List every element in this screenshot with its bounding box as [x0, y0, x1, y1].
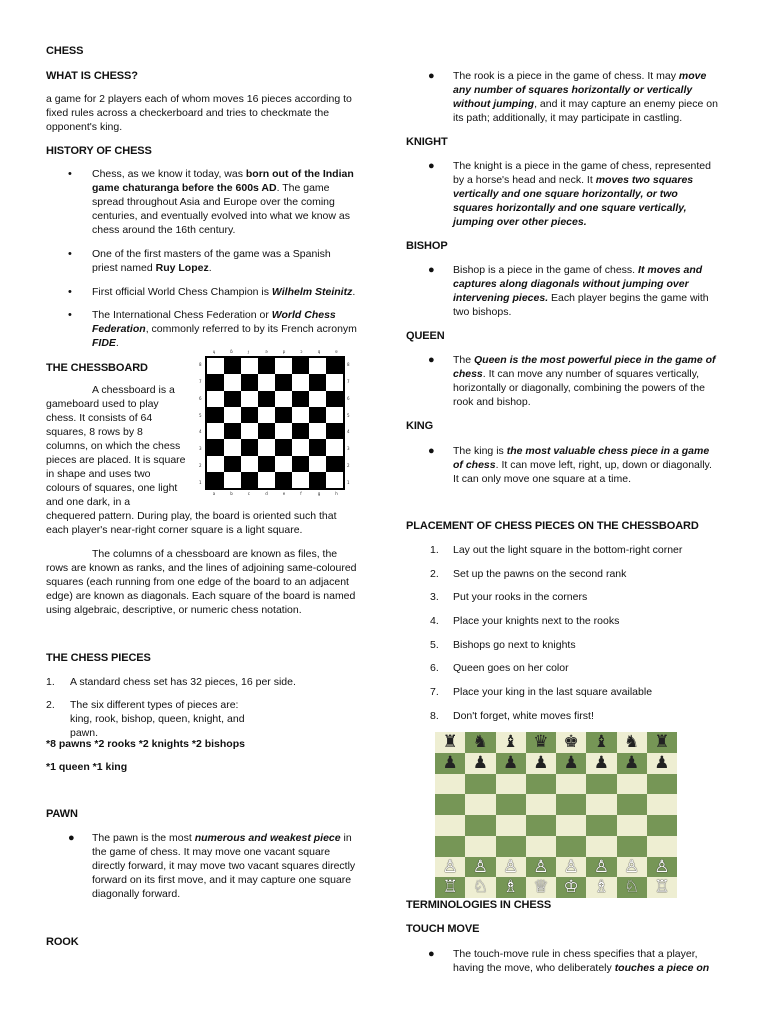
placement-item-6: Queen goes on her color	[453, 662, 569, 674]
board-square	[647, 877, 677, 898]
file-label: c	[247, 491, 250, 496]
board-square	[309, 374, 326, 390]
white-piece-icon: ♖	[442, 877, 458, 898]
file-label-top: ɥ	[212, 349, 216, 354]
board-square	[258, 391, 275, 407]
chessboard-heading: THE CHESSBOARD	[46, 362, 148, 374]
board-square	[292, 439, 309, 455]
white-pawn-icon: ♙	[563, 856, 579, 877]
file-label: d	[265, 491, 268, 496]
board-square	[326, 472, 343, 488]
file-label-top: ɟ	[247, 349, 249, 354]
board-square	[496, 836, 526, 857]
white-piece-icon: ♘	[624, 877, 640, 898]
bullet: •	[68, 309, 72, 321]
board-square	[258, 423, 275, 439]
board-square	[309, 472, 326, 488]
board-square	[647, 753, 677, 774]
bullet: ●	[428, 354, 435, 366]
document-title: CHESS	[46, 45, 84, 57]
board-square	[292, 358, 309, 374]
file-label: b	[230, 491, 233, 496]
rank-label: 8	[199, 362, 202, 368]
board-square	[556, 753, 586, 774]
rank-label: 2	[199, 462, 202, 468]
bullet: ●	[68, 832, 75, 844]
board-square	[617, 836, 647, 857]
list-number: 5.	[430, 639, 439, 651]
board-square	[326, 358, 343, 374]
white-piece-icon: ♘	[472, 877, 488, 898]
chessboard-grid	[205, 356, 345, 490]
board-square	[526, 877, 556, 898]
board-square	[258, 374, 275, 390]
rank-label-right: 4	[347, 429, 350, 435]
file-label: f	[300, 491, 302, 496]
placement-heading: PLACEMENT OF CHESS PIECES ON THE CHESSBOARD	[406, 520, 699, 532]
board-square	[647, 857, 677, 878]
board-square	[326, 391, 343, 407]
board-square	[275, 407, 292, 423]
board-square	[224, 358, 241, 374]
board-square	[435, 732, 465, 753]
board-square	[496, 877, 526, 898]
board-square	[275, 358, 292, 374]
board-square	[617, 753, 647, 774]
pawn-heading: PAWN	[46, 808, 78, 820]
board-square	[465, 732, 495, 753]
bullet: ●	[428, 160, 435, 172]
board-square	[617, 732, 647, 753]
white-pawn-icon: ♙	[533, 856, 549, 877]
white-pawn-icon: ♙	[624, 856, 640, 877]
list-number: 7.	[430, 686, 439, 698]
piece-counts-line-2: *1 queen *1 king	[46, 761, 128, 773]
board-square	[207, 358, 224, 374]
board-square	[309, 407, 326, 423]
pieces-item-2: The six different types of pieces are: king, rook, bishop, queen, knight, and pawn.	[70, 699, 245, 739]
board-square	[496, 753, 526, 774]
board-square	[258, 439, 275, 455]
board-square	[275, 472, 292, 488]
pieces-item-1: A standard chess set has 32 pieces, 16 per side.	[70, 676, 296, 688]
black-piece-icon: ♜	[442, 732, 458, 752]
file-label-top: ɓ	[230, 349, 233, 354]
board-square	[435, 815, 465, 836]
history-item-3: First official World Chess Champion is Wilhelm Steinitz.	[92, 286, 356, 298]
white-pawn-icon: ♙	[503, 856, 519, 877]
black-pawn-icon: ♟	[533, 752, 549, 773]
board-square	[326, 374, 343, 390]
rook-text: The rook is a piece in the game of chess. It may move any number of squares horizontally or vertically without jumping, and it may capture an enemy piece on its path; additionally, it may participate in castling.	[453, 70, 718, 124]
black-pawn-icon: ♟	[563, 752, 579, 773]
board-square	[465, 794, 495, 815]
board-square	[465, 753, 495, 774]
white-pawn-icon: ♙	[593, 856, 609, 877]
starting-position-board	[435, 732, 677, 898]
black-pawn-icon: ♟	[624, 752, 640, 773]
board-square	[586, 774, 616, 795]
piece-counts-line-1: *8 pawns *2 rooks *2 knights *2 bishops	[46, 738, 245, 750]
black-piece-icon: ♛	[533, 732, 549, 752]
pawn-text: The pawn is the most numerous and weakest piece in the game of chess. It may move one vacant square directly forward, it may move two vacant squares directly forward on its first move, and it may capture one square diagonally forward.	[92, 832, 356, 900]
touch-move-text: The touch-move rule in chess specifies that a player, having the move, who deliberately touches a piece on	[453, 948, 710, 974]
board-square	[292, 391, 309, 407]
board-square	[224, 472, 241, 488]
board-square	[586, 753, 616, 774]
board-square	[586, 732, 616, 753]
board-square	[309, 358, 326, 374]
white-piece-icon: ♔	[563, 877, 579, 898]
queen-text: The Queen is the most powerful piece in the game of chess. It can move any number of squares vertically, horizontally or diagonally, combining the powers of the rook and bishop.	[453, 354, 716, 408]
board-square	[586, 794, 616, 815]
board-square	[465, 815, 495, 836]
white-pawn-icon: ♙	[472, 856, 488, 877]
placement-item-1: Lay out the light square in the bottom-right corner	[453, 544, 683, 556]
list-number: 1.	[430, 544, 439, 556]
touch-move-heading: TOUCH MOVE	[406, 923, 480, 935]
rank-label-right: 8	[347, 362, 350, 368]
board-square	[275, 456, 292, 472]
bishop-heading: BISHOP	[406, 240, 448, 252]
board-square	[275, 423, 292, 439]
board-square	[496, 732, 526, 753]
board-square	[435, 774, 465, 795]
bullet: ●	[428, 70, 435, 82]
board-square	[586, 857, 616, 878]
board-square	[496, 857, 526, 878]
board-square	[617, 815, 647, 836]
rank-label: 6	[199, 395, 202, 401]
black-pawn-icon: ♟	[472, 752, 488, 773]
white-piece-icon: ♗	[503, 877, 519, 898]
board-square	[435, 877, 465, 898]
file-label: e	[282, 491, 286, 496]
board-square	[224, 391, 241, 407]
black-piece-icon: ♚	[563, 732, 579, 752]
board-square	[526, 815, 556, 836]
file-label: a	[212, 491, 216, 496]
board-square	[292, 472, 309, 488]
bullet: •	[68, 248, 72, 260]
black-piece-icon: ♜	[654, 732, 670, 752]
board-square	[526, 774, 556, 795]
black-pawn-icon: ♟	[593, 752, 609, 773]
board-square	[496, 774, 526, 795]
board-square	[556, 794, 586, 815]
king-heading: KING	[406, 420, 434, 432]
rook-heading: ROOK	[46, 936, 79, 948]
black-piece-icon: ♝	[593, 732, 609, 752]
list-number: 6.	[430, 662, 439, 674]
board-square	[586, 877, 616, 898]
file-label-top: ǝ	[265, 349, 268, 354]
rank-label-right: 3	[347, 446, 350, 452]
board-square	[326, 456, 343, 472]
placement-item-7: Place your king in the last square available	[453, 686, 653, 698]
board-square	[241, 407, 258, 423]
board-square	[309, 439, 326, 455]
board-square	[586, 836, 616, 857]
board-square	[241, 391, 258, 407]
black-pawn-icon: ♟	[442, 752, 458, 773]
black-piece-icon: ♞	[624, 732, 640, 752]
history-item-1: Chess, as we know it today, was born out of the Indian game chaturanga before the 600s AD. The game spread throughout Asia and Europe over the coming centuries, and eventually evolved into what we know as chess around the 16th century.	[92, 168, 354, 236]
board-square	[207, 439, 224, 455]
white-pawn-icon: ♙	[654, 856, 670, 877]
board-square	[526, 753, 556, 774]
board-square	[207, 423, 224, 439]
board-square	[617, 794, 647, 815]
rank-label: 7	[199, 379, 202, 385]
board-square	[309, 391, 326, 407]
white-pawn-icon: ♙	[442, 856, 458, 877]
board-square	[647, 732, 677, 753]
bullet: •	[68, 286, 72, 298]
board-square	[258, 358, 275, 374]
board-square	[435, 857, 465, 878]
board-square	[326, 423, 343, 439]
board-square	[526, 794, 556, 815]
black-pawn-icon: ♟	[654, 752, 670, 773]
board-square	[241, 472, 258, 488]
board-square	[275, 439, 292, 455]
queen-heading: QUEEN	[406, 330, 445, 342]
board-square	[292, 374, 309, 390]
board-square	[258, 456, 275, 472]
board-square	[207, 456, 224, 472]
king-text: The king is the most valuable chess piece in a game of chess. It can move left, right, up, down or diagonally. It can only move one square at a time.	[453, 445, 712, 485]
board-square	[465, 836, 495, 857]
board-square	[258, 472, 275, 488]
chessboard-figure	[197, 349, 353, 497]
file-label-top: p	[282, 349, 286, 354]
board-square	[258, 407, 275, 423]
rank-label-right: 6	[347, 395, 350, 401]
rank-label-right: 2	[347, 462, 350, 468]
board-square	[224, 439, 241, 455]
file-label: h	[335, 491, 338, 496]
chessboard-paragraph-1b: chequered pattern. During play, the board is oriented such that each player's near-right corner square is a light square.	[46, 510, 337, 536]
board-square	[556, 877, 586, 898]
board-square	[309, 423, 326, 439]
board-square	[241, 423, 258, 439]
file-label-top: ɐ	[335, 349, 338, 354]
rank-label-right: 1	[347, 479, 350, 485]
board-square	[617, 774, 647, 795]
board-square	[465, 774, 495, 795]
file-label-top: ɔ	[300, 349, 303, 354]
rank-label: 4	[199, 429, 202, 435]
white-piece-icon: ♕	[533, 877, 549, 898]
board-square	[496, 815, 526, 836]
bullet: •	[68, 168, 72, 180]
board-square	[224, 423, 241, 439]
board-square	[647, 815, 677, 836]
list-number: 8.	[430, 710, 439, 722]
rank-label-right: 7	[347, 379, 350, 385]
board-square	[241, 439, 258, 455]
board-square	[275, 391, 292, 407]
placement-item-2: Set up the pawns on the second rank	[453, 568, 627, 580]
board-square	[326, 439, 343, 455]
board-square	[556, 774, 586, 795]
placement-item-3: Put your rooks in the corners	[453, 591, 588, 603]
bishop-text: Bishop is a piece in the game of chess. It moves and captures along diagonals without jumping over intervening pieces. Each player begins the game with two bishops.	[453, 264, 709, 318]
board-square	[465, 877, 495, 898]
black-piece-icon: ♝	[503, 732, 519, 752]
board-square	[647, 794, 677, 815]
board-square	[241, 374, 258, 390]
board-square	[207, 374, 224, 390]
white-piece-icon: ♖	[654, 877, 670, 898]
rank-label: 5	[199, 412, 202, 418]
board-square	[435, 794, 465, 815]
placement-item-4: Place your knights next to the rooks	[453, 615, 620, 627]
what-heading: WHAT IS CHESS?	[46, 70, 138, 82]
board-square	[556, 836, 586, 857]
rank-label: 3	[199, 446, 202, 452]
list-number: 3.	[430, 591, 439, 603]
board-square	[241, 358, 258, 374]
list-number: 1.	[46, 676, 55, 688]
board-square	[207, 407, 224, 423]
rank-label-right: 5	[347, 412, 350, 418]
pieces-heading: THE CHESS PIECES	[46, 652, 151, 664]
board-square	[435, 836, 465, 857]
bullet: ●	[428, 948, 435, 960]
board-square	[556, 732, 586, 753]
board-square	[224, 456, 241, 472]
terminologies-heading: TERMINOLOGIES IN CHESS	[406, 899, 552, 911]
white-piece-icon: ♗	[593, 877, 609, 898]
knight-heading: KNIGHT	[406, 136, 448, 148]
file-label-top: q	[317, 349, 321, 354]
list-number: 2.	[430, 568, 439, 580]
board-square	[224, 407, 241, 423]
board-square	[526, 836, 556, 857]
board-square	[647, 836, 677, 857]
board-square	[292, 456, 309, 472]
rank-label: 1	[199, 479, 202, 485]
board-square	[292, 423, 309, 439]
board-square	[241, 456, 258, 472]
board-square	[309, 456, 326, 472]
board-square	[435, 753, 465, 774]
board-square	[556, 815, 586, 836]
bullet: ●	[428, 264, 435, 276]
board-square	[556, 857, 586, 878]
board-square	[465, 857, 495, 878]
history-item-2: One of the first masters of the game was a Spanish priest named Ruy Lopez.	[92, 248, 331, 274]
board-square	[326, 407, 343, 423]
chessboard-paragraph-1a: A chessboard is a gameboard used to play chess. It consists of 64 squares, 8 rows by 8 columns, on which the chess pieces are placed. It is square in shape and uses two colours of squares, one light and one dark, in a	[46, 384, 186, 508]
board-square	[207, 472, 224, 488]
list-number: 2.	[46, 699, 55, 711]
board-square	[586, 815, 616, 836]
bullet: ●	[428, 445, 435, 457]
file-label: g	[317, 491, 321, 496]
board-square	[496, 794, 526, 815]
board-square	[526, 857, 556, 878]
board-square	[617, 857, 647, 878]
board-square	[526, 732, 556, 753]
black-pawn-icon: ♟	[503, 752, 519, 773]
list-number: 4.	[430, 615, 439, 627]
history-item-4: The International Chess Federation or World Chess Federation, commonly referred to by its French acronym FIDE.	[92, 309, 357, 349]
black-piece-icon: ♞	[472, 732, 488, 752]
board-square	[224, 374, 241, 390]
placement-item-5: Bishops go next to knights	[453, 639, 576, 651]
board-square	[617, 877, 647, 898]
board-square	[207, 391, 224, 407]
history-heading: HISTORY OF CHESS	[46, 145, 152, 157]
board-square	[275, 374, 292, 390]
chessboard-paragraph-2: The columns of a chessboard are known as files, the rows are known as ranks, and the lines of adjoining same-coloured squares (each running from one edge of the board to an adjacent edge) are known as diagonals. Each square of the board is named using algebraic, descriptive, or numeric chess notation.	[46, 548, 357, 616]
board-square	[647, 774, 677, 795]
board-square	[292, 407, 309, 423]
knight-text: The knight is a piece in the game of chess, represented by a horse's head and neck. It moves two squares vertically and one square horizontally, or two squares horizontally and one square vertically, jumping over other pieces.	[453, 160, 711, 228]
placement-item-8: Don't forget, white moves first!	[453, 710, 594, 722]
what-text: a game for 2 players each of whom moves 16 pieces according to fixed rules across a checkerboard and tries to checkmate the opponent's king.	[46, 93, 352, 133]
